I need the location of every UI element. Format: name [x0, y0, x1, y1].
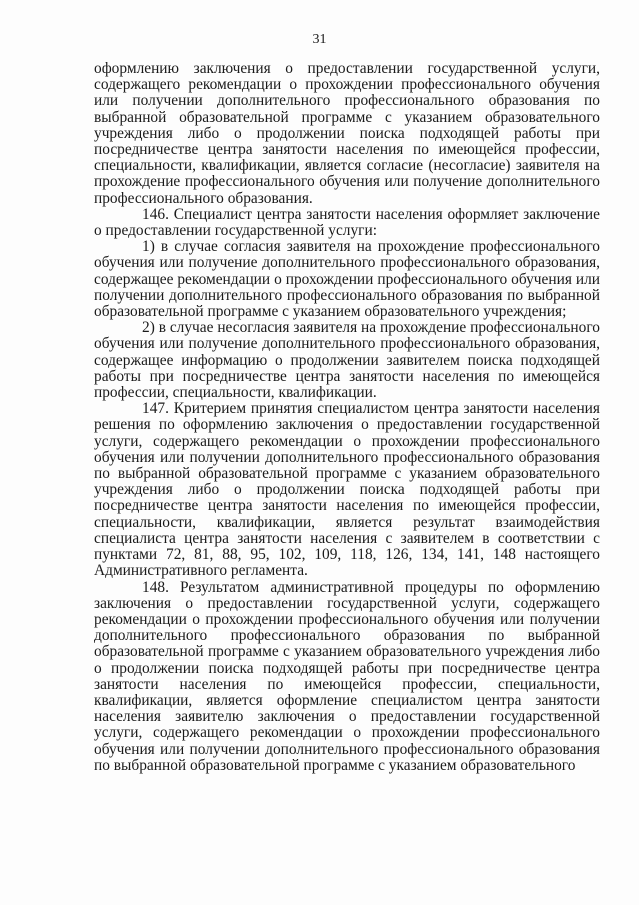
paragraph-continuation: оформлению заключения о предоставлении государственной услуги, содержащего рекомендации о прохождении профессионального обучения или получении дополнительного профессионального образования по выбранной образовательной программе с указанием образовательного учреждения либо о продолжении поиска подходящей работы при посредничестве центра занятости населения по имеющейся профессии, специальности, квалификации, является согласие (несогласие) заявителя на прохождение профессионального обучения или получение дополнительного профессионального образования.: [94, 60, 600, 207]
paragraph-147: 147. Критерием принятия специалистом центра занятости населения решения по оформлению заключения о предоставлении государственной услуги, содержащего рекомендации о прохождении профессионального обучения или получении дополнительного профессионального образования по выбранной образовательной программе с указанием образовательного учреждения либо о продолжении поиска подходящей работы при посредничестве центра занятости населения по имеющейся профессии, специальности, квалификации, является результат взаимодействия специалиста центра занятости населения с заявителем в соответствии с пунктами 72, 81, 88, 95, 102, 109, 118, 126, 134, 141, 148 настоящего Административного регламента.: [94, 400, 600, 580]
paragraph-146: 146. Специалист центра занятости населения оформляет заключение о предоставлении государственной услуги:: [94, 205, 600, 240]
paragraph-148: 148. Результатом административной процедуры по оформлению заключения о предоставлении государственной услуги, содержащего рекомендации о прохождении профессионального обучения или получении дополнительного профессионального образования по выбранной образовательной программе с указанием образовательного учреждения либо о продолжении поиска подходящей работы при посредничестве центра занятости населения по имеющейся профессии, специальности, квалификации, является оформление специалистом центра занятости населения заявителю заключения о предоставлении государственной услуги, содержащего рекомендации о прохождении профессионального обучения или получении дополнительного профессионального образования по выбранной образовательной программе с указанием образовательного: [94, 578, 600, 774]
paragraph-146-item-1: 1) в случае согласия заявителя на прохождение профессионального обучения или получение дополнительного профессионального образования, содержащее рекомендации о прохождении профессионального обучения или получении дополнительного профессионального образования по выбранной образовательной программе с указанием образовательного учреждения;: [94, 238, 600, 321]
page-number: 31: [312, 32, 327, 47]
body-text: [94, 61, 600, 774]
paragraph-146-item-2: 2) в случае несогласия заявителя на прохождение профессионального обучения или получение дополнительного профессионального образования, содержащее информацию о продолжении заявителем поиска подходящей работы при посредничестве центра занятости населения по имеющейся профессии, специальности, квалификации.: [94, 319, 600, 402]
